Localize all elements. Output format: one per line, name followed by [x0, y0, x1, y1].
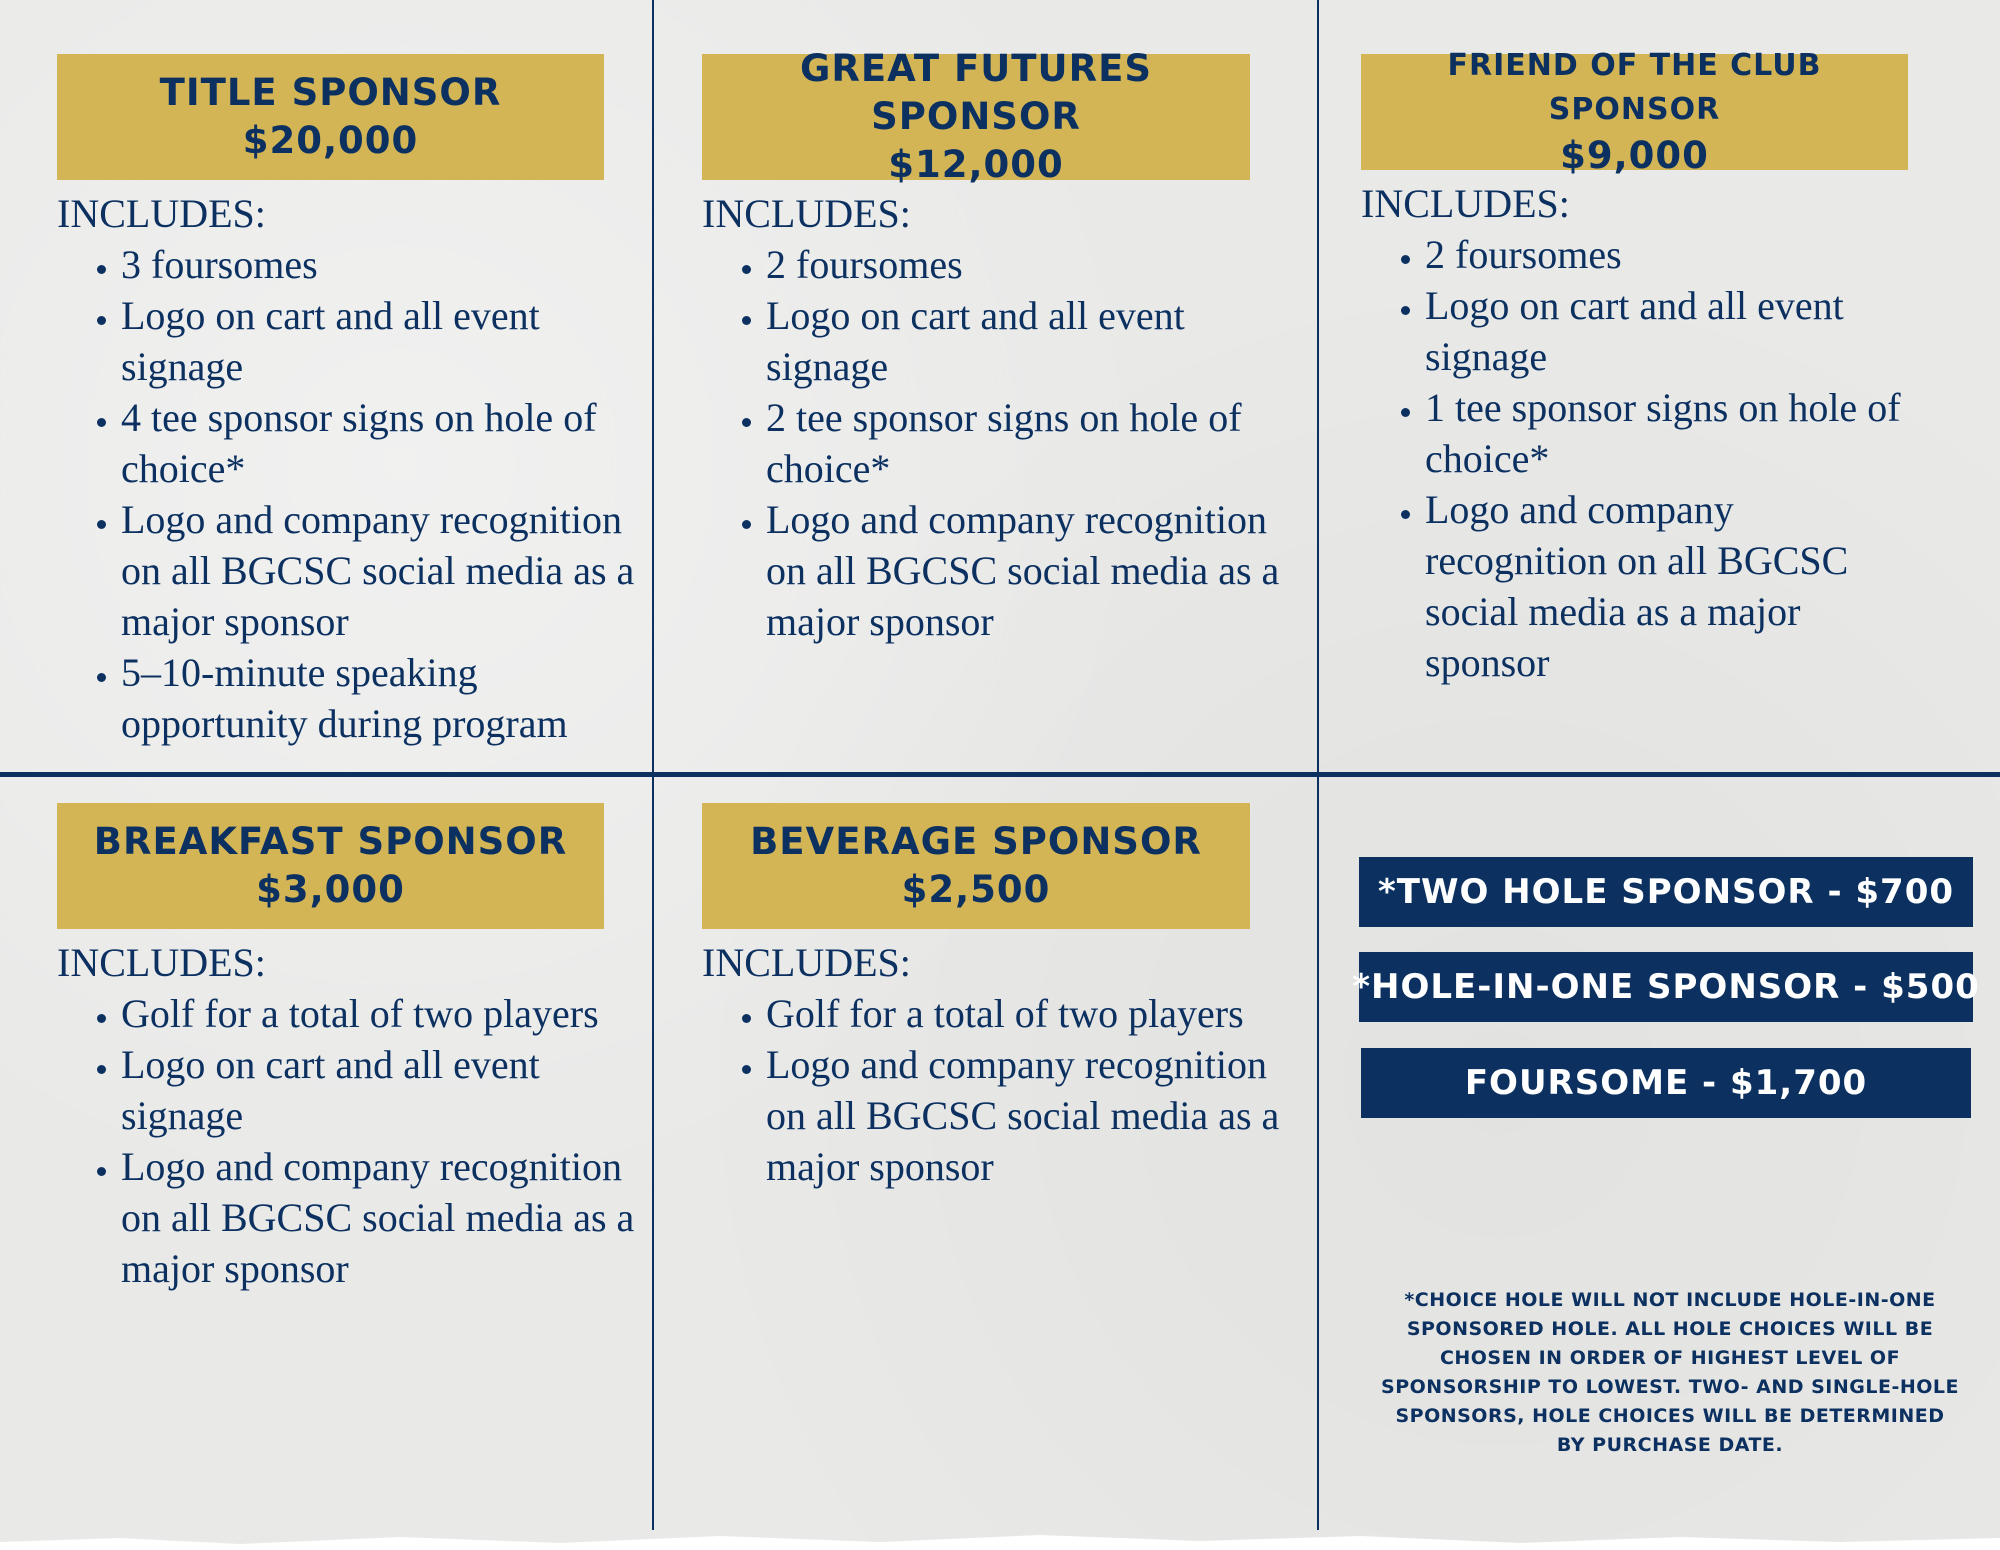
tier-header	[702, 803, 1250, 929]
tier-title: BEVERAGE SPONSOR	[750, 820, 1202, 863]
list-item: • 2 foursomes	[766, 239, 1282, 290]
tier-price: $12,000	[888, 143, 1064, 186]
tier-price: $20,000	[242, 119, 419, 162]
column-divider-1	[652, 0, 654, 1530]
tier-title-sponsor	[57, 54, 637, 749]
list-item: • 1 tee sponsor signs on hole of choice*	[1425, 382, 1921, 484]
tier-great-futures-sponsor	[702, 47, 1282, 647]
list-item: • 4 tee sponsor signs on hole of choice*	[121, 392, 637, 494]
benefit-list	[702, 988, 1282, 1192]
list-item: • Logo on cart and all event signage	[121, 290, 637, 392]
tier-header	[57, 54, 604, 180]
list-item: • Logo and company recognition on all BGCSC social media as a major sponsor	[121, 494, 637, 647]
column-divider-2	[1317, 0, 1319, 1530]
list-item: • Logo and company recognition on all BGCSC social media as a major sponsor	[121, 1141, 637, 1294]
includes-label: INCLUDES:	[57, 191, 266, 236]
list-item: • Logo and company recognition on all BGCSC social media as a major sponsor	[1425, 484, 1921, 688]
list-item: • 5–10-minute speaking opportunity during program	[121, 647, 637, 749]
tier-title: GREAT FUTURES SPONSOR	[799, 47, 1153, 138]
list-item: • 2 tee sponsor signs on hole of choice*	[766, 392, 1282, 494]
two-hole-sponsor-badge: *TWO HOLE SPONSOR - $700	[1359, 857, 1973, 927]
tier-title: BREAKFAST SPONSOR	[93, 820, 568, 863]
list-item: • Golf for a total of two players	[766, 988, 1282, 1039]
footnote: *CHOICE HOLE WILL NOT INCLUDE HOLE-IN-ONE SPONSORED HOLE. ALL HOLE CHOICES WILL BE CHOSEN IN ORDER OF HIGHEST LEVEL OF SPONSORSHIP TO LOWEST. TWO- AND SINGLE-HOLE SPONSORS, HOLE CHOICES WILL BE DETERMINED BY PURCHASE DATE.	[1381, 1289, 1959, 1456]
list-item: • 3 foursomes	[121, 239, 637, 290]
tier-breakfast-sponsor	[57, 803, 637, 1294]
tier-header	[1361, 48, 1908, 177]
includes-label: INCLUDES:	[702, 191, 911, 236]
tier-title: TITLE SPONSOR	[159, 71, 502, 114]
benefit-list	[57, 239, 637, 749]
includes-label: INCLUDES:	[1361, 181, 1570, 226]
list-item: • Golf for a total of two players	[121, 988, 637, 1039]
list-item: • Logo and company recognition on all BGCSC social media as a major sponsor	[766, 494, 1282, 647]
tier-price: $2,500	[901, 868, 1051, 911]
benefit-list	[702, 239, 1282, 647]
torn-paper-edge	[0, 1530, 2000, 1550]
list-item: • Logo and company recognition on all BGCSC social media as a major sponsor	[766, 1039, 1282, 1192]
foursome-badge: FOURSOME - $1,700	[1361, 1048, 1971, 1118]
tier-price: $9,000	[1560, 134, 1709, 177]
row-divider	[0, 772, 2000, 777]
tier-friend-of-the-club-sponsor	[1361, 48, 1921, 688]
tier-price: $3,000	[256, 868, 405, 911]
tier-header	[702, 47, 1250, 186]
benefit-list	[1361, 229, 1921, 688]
includes-label: INCLUDES:	[57, 940, 266, 985]
hole-in-one-sponsor-badge: *HOLE-IN-ONE SPONSOR - $500	[1359, 952, 1973, 1022]
list-item: • 2 foursomes	[1425, 229, 1921, 280]
tier-beverage-sponsor	[702, 803, 1282, 1192]
benefit-list	[57, 988, 637, 1294]
list-item: • Logo on cart and all event signage	[766, 290, 1282, 392]
list-item: • Logo on cart and all event signage	[1425, 280, 1921, 382]
list-item: • Logo on cart and all event signage	[121, 1039, 637, 1141]
includes-label: INCLUDES:	[702, 940, 911, 985]
tier-header	[57, 803, 604, 929]
tier-title: FRIEND OF THE CLUB SPONSOR	[1447, 48, 1822, 127]
